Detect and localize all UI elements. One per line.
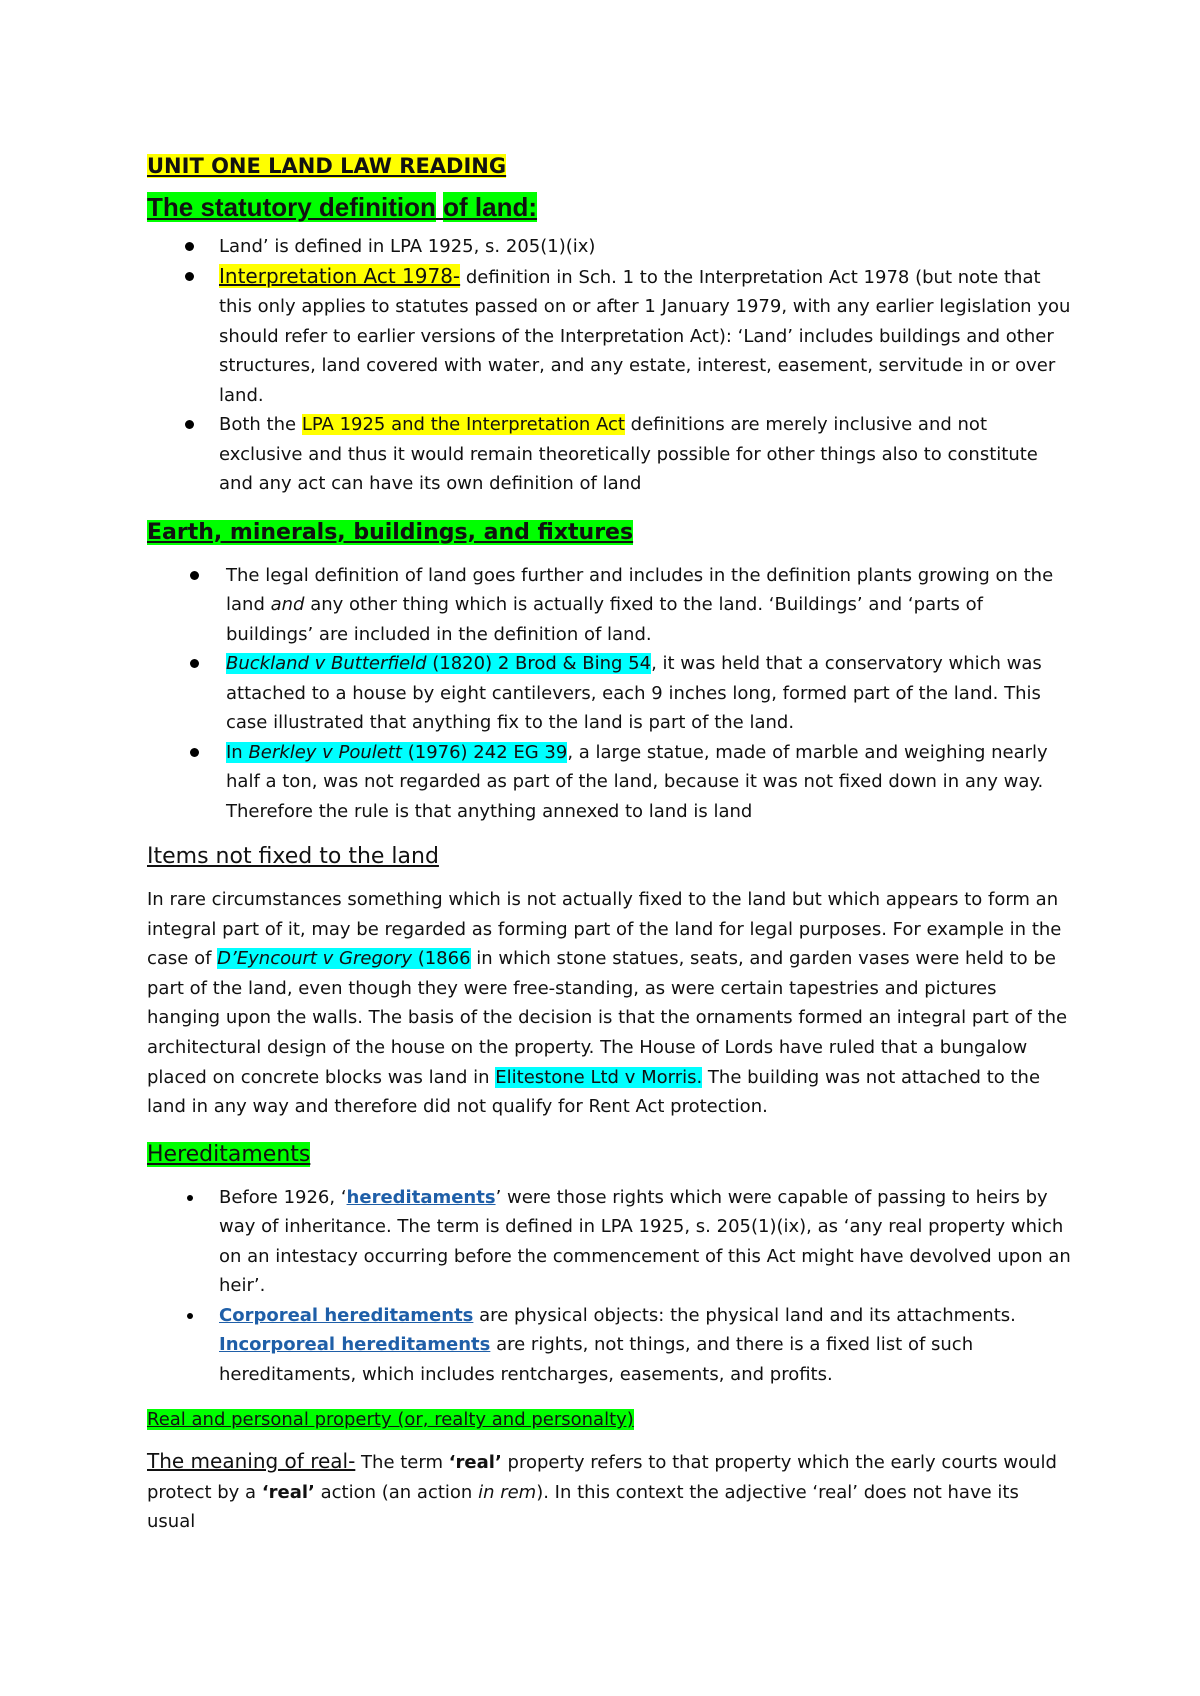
corporeal-hereditaments-link[interactable]: Corporeal hereditaments [219, 1304, 474, 1326]
hereditaments-list [147, 1183, 1072, 1390]
hereditaments-link[interactable]: hereditaments [346, 1186, 496, 1208]
heading-earth-minerals: Earth, minerals, buildings, and fixtures [147, 519, 634, 545]
items-not-fixed-paragraph: In rare circumstances something which is not actually fixed to the land but which appears to form an integral part of it, may be regarded as forming part of the land for legal purposes. For example in the case of D’Eyncourt v Gregory (1866 in which stone statues, seats, and garden vases were held to be part of the land, even though they were free-standing, as were certain tapestries and pictures hanging upon the walls. The basis of the decision is that the ornaments formed an integral part of the architectural design of the house on the property. The House of Lords have ruled that a bungalow placed on concrete blocks was land in Elitestone Ltd v Morris. The building was not attached to the land in any way and therefore did not qualify for Rent Act protection. [147, 889, 1068, 1118]
subheading-meaning-of-real: The meaning of real- [147, 1449, 356, 1474]
list-item: Corporeal hereditaments are physical objects: the physical land and its attachments. Incorporeal hereditaments are rights, not things, and there is a fixed list of such hereditaments, which includes rentcharges, easements, and profits. [147, 1301, 1072, 1390]
heading-real-personal-property: Real and personal property (or, realty and personalty) [147, 1409, 634, 1431]
heading-items-not-fixed: Items not fixed to the land [147, 844, 439, 869]
list-item: Interpretation Act 1978- definition in Sch. 1 to the Interpretation Act 1978 (but note that this only applies to statutes passed on or after 1 January 1979, with any earlier legislation you should refer to earlier versions of the Interpretation Act): ‘Land’ includes buildings and other structures, land covered with water, and any estate, interest, easement, servitude in or over land. [147, 262, 1072, 411]
fixtures-list [147, 561, 1072, 827]
incorporeal-hereditaments-link[interactable]: Incorporeal hereditaments [219, 1334, 491, 1356]
list-item: Buckland v Butterfield (1820) 2 Brod & Bing 54, it was held that a conservatory which was attached to a house by eight cantilevers, each 9 inches long, formed part of the land. This case illustrated that anything fix to the land is part of the land. [147, 649, 1072, 738]
document-body [147, 148, 1072, 1537]
meaning-of-real-paragraph: The meaning of real- The term ‘real’ property refers to that property which the early courts would protect by a ‘real’ action (an action in rem). In this context the adjective ‘real’ does not have its usual [147, 1449, 1057, 1533]
list-item: Land’ is defined in LPA 1925, s. 205(1)(ix) [147, 232, 1072, 262]
list-item: Before 1926, ‘hereditaments’ were those rights which were capable of passing to heirs by way of inheritance. The term is defined in LPA 1925, s. 205(1)(ix), as ‘any real property which on an intestacy occurring before the commencement of this Act might have devolved upon an heir’. [147, 1183, 1072, 1301]
list-item: Both the LPA 1925 and the Interpretation Act definitions are merely inclusive and not exclusive and thus it would remain theoretically possible for other things also to constitute and any act can have its own definition of land [147, 410, 1072, 499]
list-item: The legal definition of land goes further and includes in the definition plants growing on the land and any other thing which is actually fixed to the land. ‘Buildings’ and ‘parts of buildings’ are included in the definition of land. [147, 561, 1072, 650]
document-title: UNIT ONE LAND LAW READING [147, 154, 507, 178]
heading-statutory-definition: The statutory definition of land: [147, 192, 537, 222]
statutory-definition-list [147, 232, 1072, 499]
list-item: In Berkley v Poulett (1976) 242 EG 39, a large statue, made of marble and weighing nearly half a ton, was not regarded as part of the land, because it was not fixed down in any way. Therefore the rule is that anything annexed to land is land [147, 738, 1072, 827]
heading-hereditaments: Hereditaments [147, 1141, 311, 1167]
